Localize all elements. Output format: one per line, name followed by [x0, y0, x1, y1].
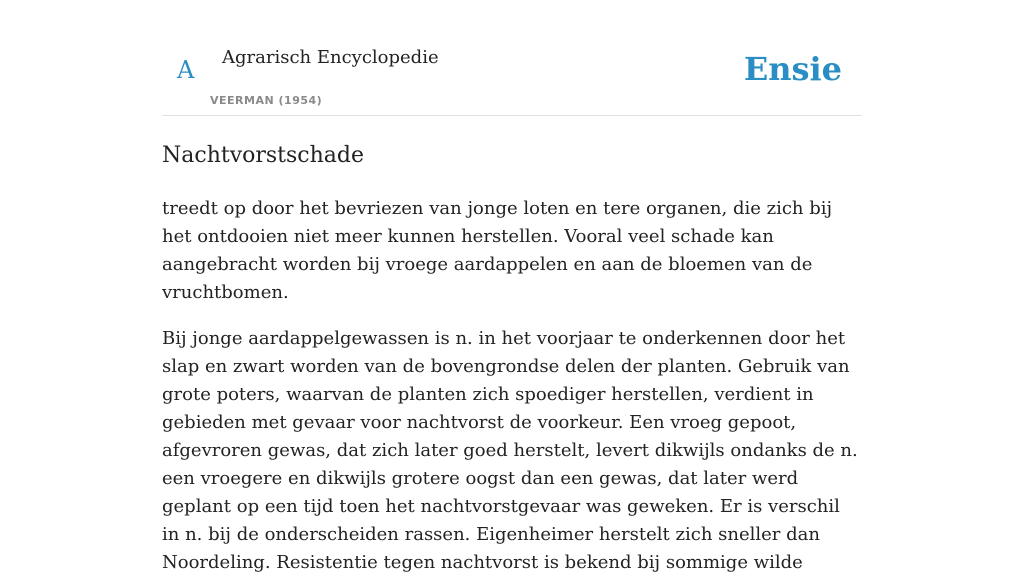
article-paragraph: Bij jonge aardappelgewassen is n. in het voorjaar te onderkennen door het slap en zwart worden van de bovengrondse delen der planten. Gebruik van grote poters, waarvan de planten zich spoediger herstellen, verdient in gebieden met gevaar voor nachtvorst de voorkeur. Een vroeg gepoot, afgevroren gewas, dat zich later goed herstelt, levert dikwijls ondanks de n. een vroegere en dikwijls grotere oogst dan een gewas, dat later werd geplant op een tijd toen het nachtvorstgevaar was geweken. Er is verschil in n. bij de onderscheiden rassen. Eigenheimer herstelt zich sneller dan Noordeling. Resistentie tegen nachtvorst is bekend bij sommige wilde: [162, 328, 858, 573]
index-letter-link[interactable]: A: [177, 56, 195, 84]
book-subtitle: VEERMAN (1954): [210, 94, 323, 107]
book-title-link[interactable]: Agrarisch Encyclopedie: [222, 47, 439, 68]
brand-logo-link[interactable]: Ensie: [743, 50, 842, 88]
header: [162, 0, 862, 116]
page: [162, 0, 862, 577]
article-title: Nachtvorstschade: [162, 143, 365, 168]
article-paragraph: treedt op door het bevriezen van jonge loten en tere organen, die zich bij het ontdooien niet meer kunnen herstellen. Vooral veel schade kan aangebracht worden bij vroege aardappelen en aan de bloemen van de vruchtbomen.: [162, 198, 833, 303]
